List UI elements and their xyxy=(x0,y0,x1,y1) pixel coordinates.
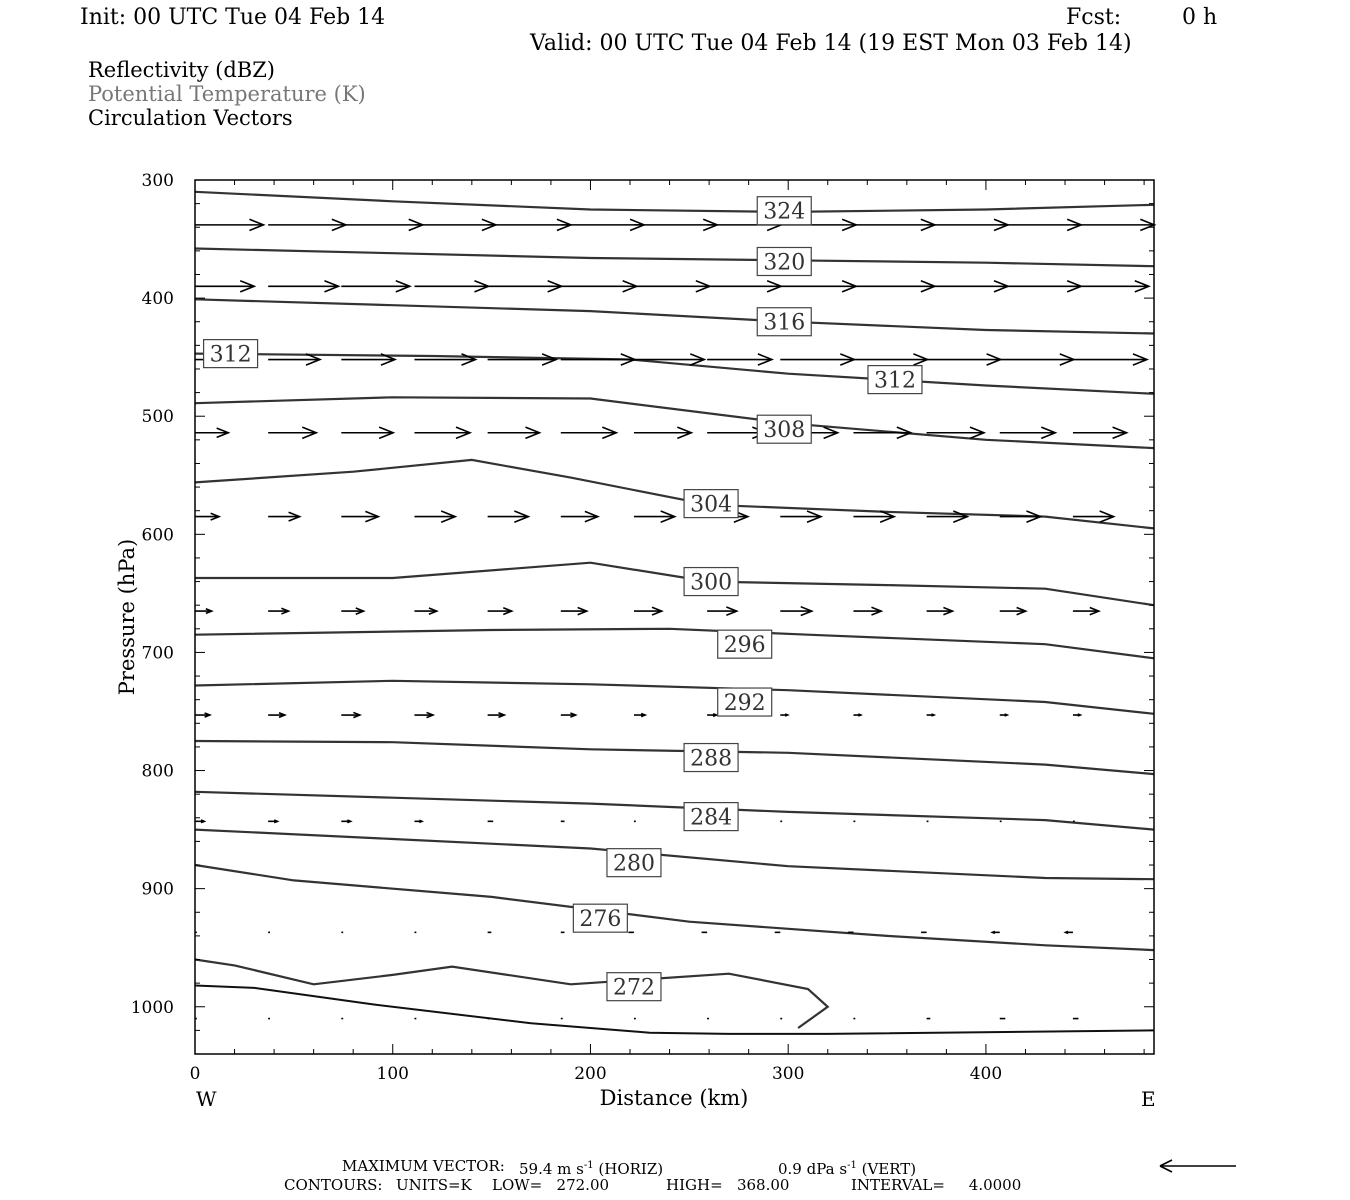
valid-time: Valid: 00 UTC Tue 04 Feb 14 (19 EST Mon 03 Feb 14) xyxy=(530,31,1132,56)
isentrope-296 xyxy=(195,629,1154,659)
legend-circulation-vectors: Circulation Vectors xyxy=(88,106,293,130)
circulation-vector xyxy=(780,511,821,522)
y-tick-label: 800 xyxy=(141,761,174,782)
contour-label-text: 312 xyxy=(209,342,252,368)
circulation-vector xyxy=(780,607,811,616)
contour-label-text: 308 xyxy=(763,418,806,444)
circulation-vector xyxy=(853,354,927,365)
forecast-label: Fcst: xyxy=(1066,5,1122,30)
circulation-vector xyxy=(341,511,378,521)
circulation-vector xyxy=(195,281,254,292)
isentrope-324 xyxy=(195,192,1154,212)
circulation-vector xyxy=(561,354,635,365)
circulation-vector xyxy=(195,513,219,520)
contour-label-text: 312 xyxy=(873,368,916,394)
y-tick-label: 300 xyxy=(141,171,174,191)
contour-label-304 xyxy=(684,490,738,518)
circulation-vector xyxy=(853,219,934,230)
circulation-vector xyxy=(268,713,285,718)
circulation-vector xyxy=(341,219,422,230)
circulation-vector xyxy=(634,511,675,522)
isentrope-316 xyxy=(195,299,1154,333)
circulation-vector xyxy=(927,354,1001,365)
contours-units: UNITS=K xyxy=(396,1176,472,1194)
circulation-vector xyxy=(780,354,854,365)
circulation-vector xyxy=(1066,931,1073,933)
circulation-vector xyxy=(992,931,999,933)
circulation-vector xyxy=(268,512,299,521)
circulation-vector xyxy=(634,427,691,438)
init-time: Init: 00 UTC Tue 04 Feb 14 xyxy=(80,5,386,30)
circulation-vector xyxy=(1000,219,1081,230)
circulation-vector xyxy=(268,219,346,230)
isentrope-280 xyxy=(195,830,1154,880)
contour-label-312 xyxy=(204,340,258,368)
plot-frame xyxy=(195,180,1154,1054)
contour-label-272 xyxy=(607,973,661,1001)
contour-label-324 xyxy=(757,197,811,225)
isentrope-layer xyxy=(195,192,1154,1034)
contour-label-296 xyxy=(718,630,772,658)
circulation-vector xyxy=(488,281,562,292)
reference-vector-arrow xyxy=(1156,1156,1240,1176)
circulation-vector xyxy=(341,608,363,614)
circulation-vector xyxy=(341,820,350,823)
circulation-vector xyxy=(561,281,637,292)
x-tick-label: 0 xyxy=(189,1064,201,1084)
forecast-hour: 0 h xyxy=(1182,5,1218,30)
contour-label-text: 288 xyxy=(690,746,733,772)
contours-interval: INTERVAL= 4.0000 xyxy=(851,1176,1022,1194)
circulation-vector xyxy=(1073,607,1099,614)
isentrope-300 xyxy=(195,563,1154,606)
max-vector-horizontal: 59.4 m $s^{-1}$ (HORIZ) xyxy=(519,1160,664,1178)
circulation-vector xyxy=(1000,354,1074,365)
contour-label-text: 280 xyxy=(612,851,655,877)
isentrope-292 xyxy=(195,681,1154,717)
isentrope-284 xyxy=(195,792,1154,830)
contour-label-284 xyxy=(684,803,738,831)
contour-label-text: 304 xyxy=(690,492,733,518)
circulation-vector xyxy=(414,511,455,522)
circulation-vector xyxy=(414,219,495,230)
circulation-vector xyxy=(927,219,1008,230)
x-tick-label: 300 xyxy=(771,1064,805,1084)
contour-label-text: 324 xyxy=(763,199,806,225)
circulation-vector xyxy=(195,713,210,717)
contour-label-text: 316 xyxy=(763,310,806,336)
y-axis-title: Pressure (hPa) xyxy=(115,538,139,696)
contour-label-text: 272 xyxy=(612,975,655,1001)
x-end-label-east: E xyxy=(1141,1087,1156,1111)
contour-label-288 xyxy=(684,744,738,772)
contour-label-text: 276 xyxy=(579,907,622,933)
circulation-vector xyxy=(414,712,433,717)
contour-label-320 xyxy=(757,247,811,275)
surface-line xyxy=(195,986,1154,1034)
circulation-vector xyxy=(488,219,571,230)
circulation-vector xyxy=(707,607,737,615)
circulation-vector xyxy=(341,427,393,438)
circulation-vector xyxy=(195,820,204,823)
circulation-vector xyxy=(1073,281,1149,292)
circulation-vector xyxy=(634,281,710,292)
circulation-vector xyxy=(1073,219,1154,230)
circulation-vector xyxy=(341,712,360,717)
circulation-vector xyxy=(634,607,662,615)
contour-label-text: 284 xyxy=(690,805,733,831)
circulation-vector xyxy=(1000,511,1041,522)
isentrope-304 xyxy=(195,460,1154,529)
circulation-vector xyxy=(414,427,470,438)
circulation-vector xyxy=(707,714,716,717)
x-axis-title: Distance (km) xyxy=(599,1086,749,1110)
circulation-vector xyxy=(268,281,338,292)
circulation-vector xyxy=(634,219,717,230)
circulation-vector xyxy=(414,608,436,614)
circulation-vector xyxy=(853,607,881,615)
x-tick-label: 100 xyxy=(376,1064,409,1084)
circulation-vector xyxy=(268,608,288,614)
circulation-vector xyxy=(268,427,316,438)
contour-label-text: 292 xyxy=(723,691,766,717)
circulation-vector xyxy=(1073,714,1080,716)
circulation-vector xyxy=(1000,281,1081,292)
contours-low: LOW= 272.00 xyxy=(492,1176,610,1194)
circulation-vector xyxy=(488,608,512,615)
y-tick-label: 700 xyxy=(141,643,174,664)
circulation-vector xyxy=(341,281,409,292)
circulation-vector xyxy=(707,281,781,292)
contours-label: CONTOURS: xyxy=(284,1176,383,1194)
circulation-vector xyxy=(488,511,529,522)
contour-label-308 xyxy=(757,415,811,443)
circulation-vector xyxy=(195,219,263,230)
y-tick-label: 500 xyxy=(141,407,174,428)
vector-layer xyxy=(195,219,1154,1018)
circulation-vector xyxy=(561,713,576,717)
circulation-vector xyxy=(414,820,421,822)
circulation-vector xyxy=(414,281,488,292)
contour-label-text: 320 xyxy=(763,250,806,276)
contour-label-292 xyxy=(718,688,772,716)
y-tick-label: 1000 xyxy=(130,997,174,1018)
circulation-vector xyxy=(853,714,860,716)
y-tick-label: 900 xyxy=(141,879,174,900)
x-end-label-west: W xyxy=(196,1087,217,1111)
legend-reflectivity: Reflectivity (dBZ) xyxy=(88,58,276,82)
circulation-vector xyxy=(488,354,556,365)
contour-label-layer xyxy=(204,197,922,1001)
circulation-vector xyxy=(634,713,645,716)
circulation-vector xyxy=(927,714,934,716)
contour-label-280 xyxy=(607,849,661,877)
isentrope-276 xyxy=(195,865,1154,950)
circulation-vector xyxy=(561,427,617,438)
circulation-vector xyxy=(927,281,1008,292)
contour-label-276 xyxy=(573,904,627,932)
circulation-vector xyxy=(1073,354,1147,365)
y-tick-label: 600 xyxy=(141,525,174,546)
contour-label-312 xyxy=(868,366,922,394)
circulation-vector xyxy=(853,281,934,292)
axis-layer xyxy=(131,171,1154,1084)
circulation-vector xyxy=(1000,714,1007,716)
isentrope-320 xyxy=(195,249,1154,267)
circulation-vector xyxy=(927,607,953,614)
contour-label-text: 296 xyxy=(723,633,766,659)
legend-potential-temperature: Potential Temperature (K) xyxy=(88,82,366,106)
circulation-vector xyxy=(195,428,228,437)
max-vector-vertical: 0.9 dPa $s^{-1}$ (VERT) xyxy=(778,1160,917,1178)
isentrope-308 xyxy=(195,397,1154,448)
circulation-vector xyxy=(1000,607,1026,614)
circulation-vector xyxy=(561,607,587,614)
circulation-vector xyxy=(780,281,856,292)
max-vector-label: MAXIMUM VECTOR: xyxy=(342,1157,505,1175)
circulation-vector xyxy=(195,609,212,614)
isentrope-288 xyxy=(195,741,1154,774)
x-tick-label: 200 xyxy=(574,1064,607,1084)
circulation-vector xyxy=(268,820,277,823)
x-tick-label: 400 xyxy=(969,1064,1003,1084)
circulation-vector xyxy=(707,354,772,365)
circulation-vector xyxy=(488,713,505,718)
y-tick-label: 400 xyxy=(141,289,174,310)
circulation-vector xyxy=(1073,427,1127,438)
circulation-vector xyxy=(561,511,598,521)
circulation-vector xyxy=(561,219,644,230)
contour-label-300 xyxy=(684,568,738,596)
contour-label-316 xyxy=(757,308,811,336)
contour-label-text: 300 xyxy=(690,570,733,596)
circulation-vector xyxy=(1000,427,1056,438)
circulation-vector xyxy=(780,714,787,716)
circulation-vector xyxy=(488,427,540,438)
contours-high: HIGH= 368.00 xyxy=(666,1176,790,1194)
